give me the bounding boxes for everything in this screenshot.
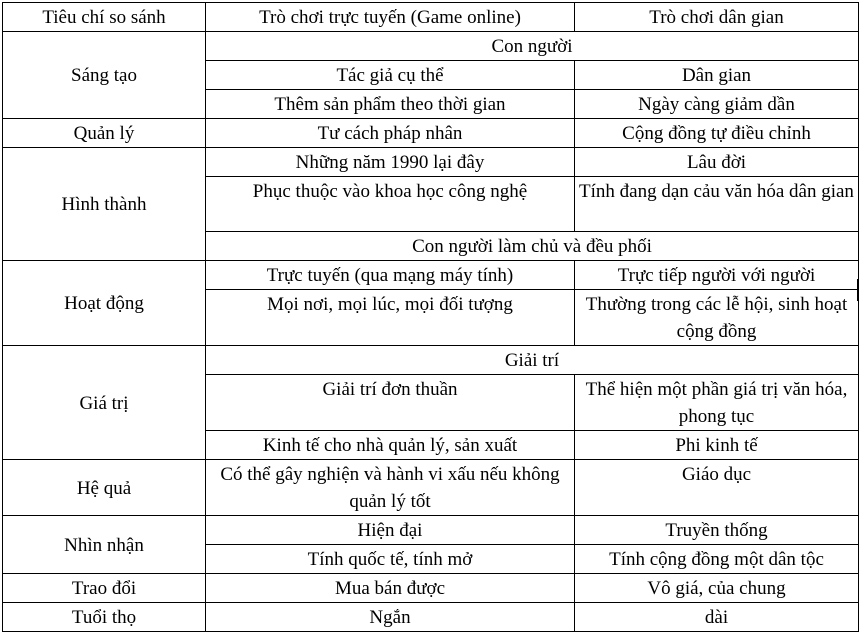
table-row: [3, 516, 859, 545]
folk-cell: Ngày càng giảm dần: [575, 90, 859, 119]
online-cell: Tính quốc tế, tính mở: [206, 545, 575, 574]
table-row: [3, 574, 859, 603]
table-row: [3, 261, 859, 290]
online-cell: Tác giả cụ thể: [206, 61, 575, 90]
online-cell: Kinh tế cho nhà quản lý, sản xuất: [206, 431, 575, 460]
table-row: [3, 148, 859, 177]
table-row: [3, 603, 859, 632]
criterion-nhin-nhan: Nhìn nhận: [3, 516, 206, 574]
online-cell: Tư cách pháp nhân: [206, 119, 575, 148]
online-cell: Thêm sản phẩm theo thời gian: [206, 90, 575, 119]
header-folk: Trò chơi dân gian: [575, 3, 859, 32]
folk-cell: Tính đang dạn cảu văn hóa dân gian: [575, 177, 859, 232]
folk-cell: Cộng đồng tự điều chỉnh: [575, 119, 859, 148]
criterion-sang-tao: Sáng tạo: [3, 32, 206, 119]
online-cell: Mọi nơi, mọi lúc, mọi đối tượng: [206, 290, 575, 346]
folk-cell: Dân gian: [575, 61, 859, 90]
criterion-gia-tri: Giá trị: [3, 346, 206, 460]
comparison-table: [2, 2, 859, 632]
table-row: [3, 460, 859, 516]
folk-cell: Phi kinh tế: [575, 431, 859, 460]
criterion-hoat-dong: Hoạt động: [3, 261, 206, 346]
header-criteria: Tiêu chí so sánh: [3, 3, 206, 32]
table-row: [3, 119, 859, 148]
folk-cell: Truyền thống: [575, 516, 859, 545]
folk-cell: Vô giá, của chung: [575, 574, 859, 603]
folk-cell: Giáo dục: [575, 460, 859, 516]
criterion-trao-doi: Trao đổi: [3, 574, 206, 603]
online-cell: Phục thuộc vào khoa học công nghệ: [206, 177, 575, 232]
online-cell: Giải trí đơn thuần: [206, 375, 575, 431]
text-cursor: [857, 279, 859, 301]
criterion-quan-ly: Quản lý: [3, 119, 206, 148]
table-row: [3, 32, 859, 61]
shared-cell: Con người: [206, 32, 859, 61]
online-cell: Mua bán được: [206, 574, 575, 603]
online-cell: Hiện đại: [206, 516, 575, 545]
criterion-he-qua: Hệ quả: [3, 460, 206, 516]
shared-cell: Giải trí: [206, 346, 859, 375]
online-cell: Ngắn: [206, 603, 575, 632]
online-cell: Có thể gây nghiện và hành vi xấu nếu không quản lý tốt: [206, 460, 575, 516]
folk-cell: Thể hiện một phần giá trị văn hóa, phong tục: [575, 375, 859, 431]
online-cell: Những năm 1990 lại đây: [206, 148, 575, 177]
criterion-tuoi-tho: Tuổi thọ: [3, 603, 206, 632]
table-header-row: [3, 3, 859, 32]
folk-cell: Thường trong các lễ hội, sinh hoạt cộng đồng: [575, 290, 859, 346]
criterion-hinh-thanh: Hình thành: [3, 148, 206, 261]
table-row: [3, 346, 859, 375]
folk-cell: Trực tiếp người với người: [575, 261, 859, 290]
folk-cell: Lâu đời: [575, 148, 859, 177]
header-online: Trò chơi trực tuyến (Game online): [206, 3, 575, 32]
folk-cell: dài: [575, 603, 859, 632]
online-cell: Trực tuyến (qua mạng máy tính): [206, 261, 575, 290]
folk-cell: Tính cộng đồng một dân tộc: [575, 545, 859, 574]
shared-cell: Con người làm chủ và đều phối: [206, 232, 859, 261]
